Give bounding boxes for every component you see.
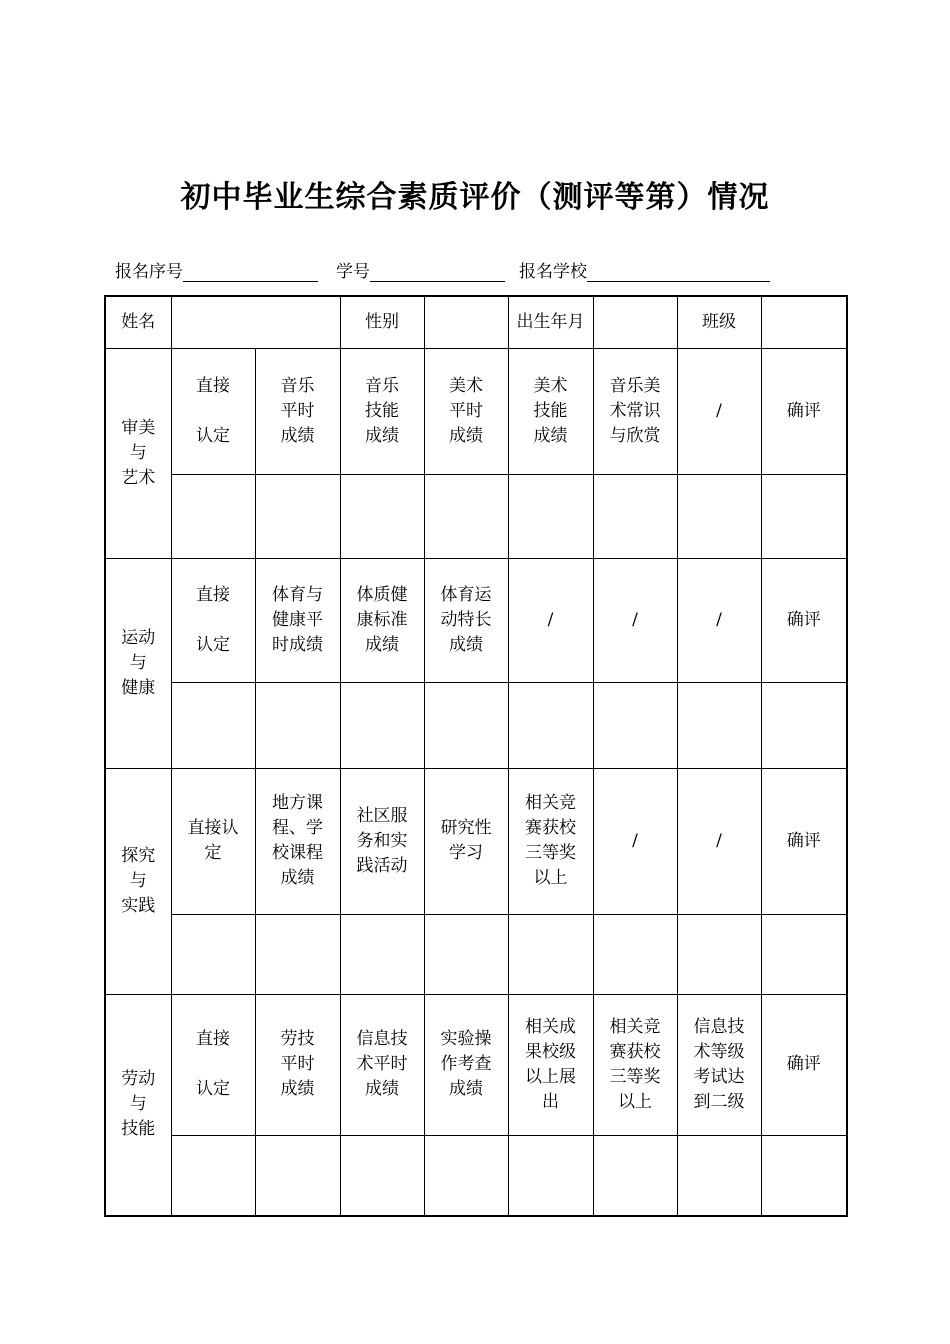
student-no-field[interactable] [370, 261, 505, 282]
score-cell[interactable] [171, 474, 255, 558]
item-header: 直接 认定 [171, 994, 255, 1135]
category-label: 劳动 与 技能 [105, 994, 171, 1216]
item-header: 相关成 果校级 以上展 出 [508, 994, 593, 1135]
section-header-row [105, 558, 847, 682]
name-value[interactable] [171, 296, 340, 348]
section-score-row [105, 1135, 847, 1216]
item-header: 体质健 康标准 成绩 [340, 558, 424, 682]
score-cell[interactable] [340, 914, 424, 994]
score-cell[interactable] [593, 1135, 677, 1216]
score-cell[interactable] [255, 682, 340, 768]
score-cell[interactable] [340, 474, 424, 558]
serial-field[interactable] [183, 261, 318, 282]
item-header: / [677, 348, 761, 474]
score-cell[interactable] [677, 1135, 761, 1216]
item-header: 相关竞 赛获校 三等奖 以上 [593, 994, 677, 1135]
score-cell[interactable] [171, 682, 255, 768]
section-score-row [105, 474, 847, 558]
student-no-label: 学号 [336, 262, 370, 282]
score-cell[interactable] [340, 682, 424, 768]
item-header: 实验操 作考查 成绩 [424, 994, 508, 1135]
score-cell[interactable] [508, 474, 593, 558]
birth-label: 出生年月 [508, 296, 593, 348]
score-cell[interactable] [508, 1135, 593, 1216]
class-value[interactable] [761, 296, 847, 348]
item-header: 确评 [761, 768, 847, 914]
item-header: 相关竞 赛获校 三等奖 以上 [508, 768, 593, 914]
item-header: 直接 认定 [171, 348, 255, 474]
item-header: / [593, 768, 677, 914]
item-header: 信息技 术等级 考试达 到二级 [677, 994, 761, 1135]
score-cell[interactable] [424, 1135, 508, 1216]
item-header: 美术 技能 成绩 [508, 348, 593, 474]
score-cell[interactable] [761, 682, 847, 768]
item-header: 直接 认定 [171, 558, 255, 682]
item-header: 研究性 学习 [424, 768, 508, 914]
item-header: 地方课 程、学 校课程 成绩 [255, 768, 340, 914]
score-cell[interactable] [340, 1135, 424, 1216]
section-header-row [105, 348, 847, 474]
basic-info-row [105, 296, 847, 348]
item-header: / [677, 558, 761, 682]
score-cell[interactable] [255, 474, 340, 558]
section-header-row [105, 768, 847, 914]
item-header: 确评 [761, 348, 847, 474]
score-cell[interactable] [424, 682, 508, 768]
evaluation-table [104, 295, 848, 1217]
class-label: 班级 [677, 296, 761, 348]
score-cell[interactable] [677, 474, 761, 558]
gender-value[interactable] [424, 296, 508, 348]
school-field[interactable] [587, 261, 770, 282]
item-header: 信息技 术平时 成绩 [340, 994, 424, 1135]
category-label: 审美 与 艺术 [105, 348, 171, 558]
birth-value[interactable] [593, 296, 677, 348]
item-header: 音乐美 术常识 与欣赏 [593, 348, 677, 474]
item-header: 音乐 平时 成绩 [255, 348, 340, 474]
item-header: 音乐 技能 成绩 [340, 348, 424, 474]
score-cell[interactable] [593, 474, 677, 558]
page-title: 初中毕业生综合素质评价（测评等第）情况 [180, 180, 770, 215]
item-header: 体育运 动特长 成绩 [424, 558, 508, 682]
item-header: 确评 [761, 994, 847, 1135]
section-score-row [105, 914, 847, 994]
score-cell[interactable] [593, 682, 677, 768]
item-header: 劳技 平时 成绩 [255, 994, 340, 1135]
score-cell[interactable] [508, 914, 593, 994]
item-header: / [593, 558, 677, 682]
score-cell[interactable] [677, 682, 761, 768]
score-cell[interactable] [761, 914, 847, 994]
item-header: 体育与 健康平 时成绩 [255, 558, 340, 682]
score-cell[interactable] [424, 914, 508, 994]
serial-label: 报名序号 [115, 262, 183, 282]
score-cell[interactable] [593, 914, 677, 994]
registration-line [115, 257, 770, 282]
item-header: 美术 平时 成绩 [424, 348, 508, 474]
category-label: 运动 与 健康 [105, 558, 171, 768]
gender-label: 性别 [340, 296, 424, 348]
school-label: 报名学校 [519, 262, 587, 282]
item-header: 直接认 定 [171, 768, 255, 914]
section-header-row [105, 994, 847, 1135]
item-header: / [508, 558, 593, 682]
item-header: / [677, 768, 761, 914]
name-label: 姓名 [105, 296, 171, 348]
score-cell[interactable] [761, 474, 847, 558]
item-header: 确评 [761, 558, 847, 682]
section-score-row [105, 682, 847, 768]
score-cell[interactable] [255, 914, 340, 994]
score-cell[interactable] [424, 474, 508, 558]
category-label: 探究 与 实践 [105, 768, 171, 994]
item-header: 社区服 务和实 践活动 [340, 768, 424, 914]
score-cell[interactable] [761, 1135, 847, 1216]
score-cell[interactable] [508, 682, 593, 768]
score-cell[interactable] [255, 1135, 340, 1216]
score-cell[interactable] [171, 1135, 255, 1216]
score-cell[interactable] [171, 914, 255, 994]
score-cell[interactable] [677, 914, 761, 994]
